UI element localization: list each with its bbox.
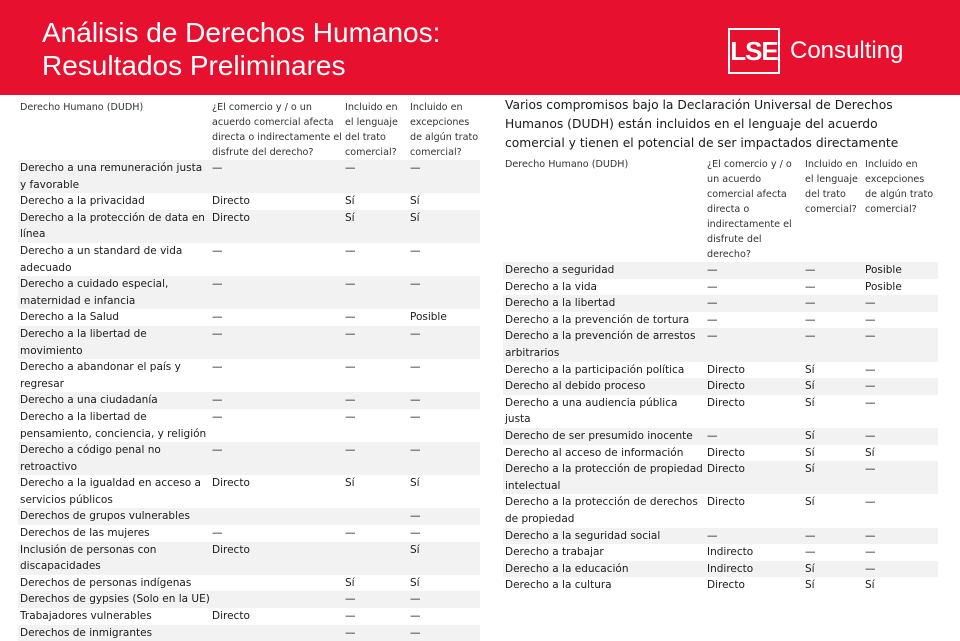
cell-affects: Directo <box>210 210 343 243</box>
lse-consulting-logo <box>728 28 903 74</box>
cell-right: Derecho a la cultura <box>503 577 705 594</box>
cell-included-exceptions: Posible <box>408 309 480 326</box>
table-row <box>503 561 938 578</box>
cell-included-exceptions: — <box>863 428 938 445</box>
cell-included-language: — <box>803 528 863 545</box>
cell-affects <box>210 575 343 592</box>
cell-included-language: — <box>343 392 408 409</box>
cell-affects: Directo <box>705 378 803 395</box>
right-table-body <box>503 262 938 594</box>
page-title-line-1: Análisis de Derechos Humanos: <box>42 17 441 48</box>
cell-included-language: Sí <box>803 561 863 578</box>
table-row <box>503 312 938 329</box>
cell-right: Derechos de las mujeres <box>18 525 210 542</box>
cell-included-language <box>343 542 408 575</box>
cell-right: Derecho a la libertad de movimiento <box>18 326 210 359</box>
cell-right: Derecho a la educación <box>503 561 705 578</box>
cell-affects: — <box>210 525 343 542</box>
cell-affects: — <box>705 328 803 361</box>
cell-right: Derecho a la protección de derechos de propiedad <box>503 494 705 527</box>
cell-right: Derecho a la privacidad <box>18 193 210 210</box>
page-title <box>42 16 440 82</box>
cell-right: Derecho a cuidado especial, maternidad e infancia <box>18 276 210 309</box>
table-row <box>503 494 938 527</box>
table-row <box>503 577 938 594</box>
cell-included-language: — <box>803 279 863 296</box>
column-header-included-exceptions: Incluido en excepciones de algún trato comercial? <box>865 159 934 215</box>
cell-included-exceptions: Sí <box>408 475 480 508</box>
logo-wordmark: Consulting <box>790 37 904 64</box>
table-row <box>18 475 480 508</box>
table-row <box>18 575 480 592</box>
cell-affects: — <box>705 262 803 279</box>
table-row <box>18 608 480 625</box>
cell-affects: Directo <box>210 608 343 625</box>
cell-included-exceptions: — <box>408 591 480 608</box>
cell-included-exceptions: — <box>863 328 938 361</box>
cell-included-exceptions: — <box>863 528 938 545</box>
cell-right: Derecho a la protección de propiedad intelectual <box>503 461 705 494</box>
cell-right: Derecho a la seguridad social <box>503 528 705 545</box>
cell-affects: Directo <box>210 193 343 210</box>
table-row <box>18 442 480 475</box>
table-row <box>503 295 938 312</box>
column-header-affects: ¿El comercio y / o un acuerdo comercial afecta directa o indirectamente el disfrute del derecho? <box>707 159 792 260</box>
cell-affects: — <box>210 409 343 442</box>
cell-included-language: — <box>803 295 863 312</box>
cell-included-exceptions: Sí <box>863 577 938 594</box>
cell-included-exceptions: Sí <box>408 193 480 210</box>
table-row <box>503 262 938 279</box>
cell-affects: Directo <box>705 445 803 462</box>
cell-right: Derecho a trabajar <box>503 544 705 561</box>
cell-included-exceptions: Sí <box>863 445 938 462</box>
cell-included-language: Sí <box>803 577 863 594</box>
table-row <box>18 276 480 309</box>
table-row <box>18 243 480 276</box>
table-row <box>18 193 480 210</box>
cell-included-language: Sí <box>343 475 408 508</box>
cell-included-language: — <box>343 625 408 641</box>
cell-included-language: — <box>343 243 408 276</box>
table-row <box>18 359 480 392</box>
cell-included-language: — <box>343 442 408 475</box>
cell-included-language <box>343 508 408 525</box>
cell-included-exceptions: — <box>863 395 938 428</box>
cell-included-language: Sí <box>343 575 408 592</box>
cell-right: Derecho al debido proceso <box>503 378 705 395</box>
cell-affects: — <box>210 309 343 326</box>
cell-right: Derecho a código penal no retroactivo <box>18 442 210 475</box>
cell-included-language: — <box>343 359 408 392</box>
column-header-right: Derecho Humano (DUDH) <box>20 102 144 113</box>
cell-right: Derecho a la Salud <box>18 309 210 326</box>
cell-included-language: — <box>803 328 863 361</box>
cell-affects <box>210 508 343 525</box>
cell-right: Derecho a una ciudadanía <box>18 392 210 409</box>
table-row <box>18 309 480 326</box>
cell-included-exceptions: — <box>408 442 480 475</box>
cell-affects: — <box>210 326 343 359</box>
cell-affects: — <box>210 243 343 276</box>
cell-included-language: — <box>343 608 408 625</box>
cell-affects: Directo <box>705 461 803 494</box>
cell-included-exceptions: — <box>408 243 480 276</box>
cell-included-exceptions: — <box>863 544 938 561</box>
cell-right: Derecho a la libertad de pensamiento, conciencia, y religión <box>18 409 210 442</box>
cell-right: Derecho de ser presumido inocente <box>503 428 705 445</box>
cell-included-language: — <box>803 312 863 329</box>
table-row <box>18 210 480 243</box>
table-row <box>503 528 938 545</box>
cell-included-language: Sí <box>803 362 863 379</box>
intro-text: Varios compromisos bajo la Declaración Universal de Derechos Humanos (DUDH) están incluidos en el lenguaje del acuerdo comercial y tienen el potencial de ser impactados directamente <box>505 98 899 150</box>
right-rights-table <box>503 157 938 594</box>
cell-included-language: Sí <box>803 445 863 462</box>
cell-right: Derecho a una remuneración justa y favorable <box>18 160 210 193</box>
cell-right: Derecho a un standard de vida adecuado <box>18 243 210 276</box>
cell-included-exceptions: — <box>863 378 938 395</box>
cell-included-exceptions: — <box>408 160 480 193</box>
cell-affects: — <box>210 392 343 409</box>
cell-affects: — <box>705 428 803 445</box>
cell-affects: Directo <box>210 542 343 575</box>
cell-right: Derechos de gypsies (Solo en la UE) <box>18 591 210 608</box>
table-header-row <box>503 157 938 262</box>
cell-included-exceptions: Sí <box>408 210 480 243</box>
cell-right: Derechos de personas indígenas <box>18 575 210 592</box>
cell-affects: Directo <box>210 475 343 508</box>
cell-included-language: Sí <box>803 461 863 494</box>
cell-right: Derecho a la libertad <box>503 295 705 312</box>
column-header-affects: ¿El comercio y / o un acuerdo comercial afecta directa o indirectamente el disfrute del derecho? <box>212 102 342 158</box>
table-row <box>503 428 938 445</box>
table-row <box>503 328 938 361</box>
cell-affects: — <box>210 442 343 475</box>
cell-affects: — <box>210 276 343 309</box>
page-title-line-2: Resultados Preliminares <box>42 50 346 81</box>
table-row <box>18 542 480 575</box>
cell-affects: — <box>210 359 343 392</box>
cell-included-language: — <box>343 591 408 608</box>
table-row <box>503 378 938 395</box>
cell-right: Derecho a la prevención de arrestos arbitrarios <box>503 328 705 361</box>
cell-included-exceptions: — <box>408 392 480 409</box>
cell-right: Derecho a la participación política <box>503 362 705 379</box>
cell-included-language: — <box>343 409 408 442</box>
cell-affects <box>210 591 343 608</box>
cell-affects: Directo <box>705 494 803 527</box>
cell-affects: — <box>705 312 803 329</box>
table-row <box>18 326 480 359</box>
table-row <box>18 525 480 542</box>
cell-affects: Indirecto <box>705 544 803 561</box>
table-row <box>503 445 938 462</box>
cell-included-exceptions: — <box>863 461 938 494</box>
cell-included-exceptions: — <box>408 276 480 309</box>
cell-right: Derechos de inmigrantes <box>18 625 210 641</box>
cell-included-exceptions: — <box>408 409 480 442</box>
cell-included-language: Sí <box>343 193 408 210</box>
cell-included-exceptions: — <box>863 312 938 329</box>
cell-right: Derecho a abandonar el país y regresar <box>18 359 210 392</box>
cell-included-language: Sí <box>803 494 863 527</box>
cell-affects: — <box>210 160 343 193</box>
cell-included-language: — <box>803 544 863 561</box>
cell-included-language: — <box>803 262 863 279</box>
cell-affects: Directo <box>705 577 803 594</box>
cell-right: Derecho a una audiencia pública justa <box>503 395 705 428</box>
cell-included-language: — <box>343 160 408 193</box>
cell-right: Derecho a la protección de data en línea <box>18 210 210 243</box>
column-header-included-language: Incluido en el lenguaje del trato comercial? <box>345 102 398 158</box>
cell-included-language: Sí <box>803 428 863 445</box>
cell-right: Derecho a la igualdad en acceso a servicios públicos <box>18 475 210 508</box>
cell-right: Derechos de grupos vulnerables <box>18 508 210 525</box>
cell-included-exceptions: Sí <box>408 575 480 592</box>
cell-affects: — <box>705 295 803 312</box>
cell-included-exceptions: — <box>863 362 938 379</box>
cell-included-exceptions: Sí <box>408 542 480 575</box>
cell-affects: Indirecto <box>705 561 803 578</box>
cell-included-exceptions: — <box>863 494 938 527</box>
left-rights-table <box>18 100 480 641</box>
cell-affects: — <box>705 279 803 296</box>
cell-affects: — <box>705 528 803 545</box>
cell-right: Derecho a seguridad <box>503 262 705 279</box>
cell-affects: Directo <box>705 395 803 428</box>
cell-included-language: — <box>343 309 408 326</box>
cell-right: Trabajadores vulnerables <box>18 608 210 625</box>
table-row <box>18 508 480 525</box>
table-row <box>18 591 480 608</box>
cell-included-exceptions: — <box>408 359 480 392</box>
cell-affects <box>210 625 343 641</box>
table-row <box>18 625 480 641</box>
logo-mark: LSE <box>728 28 780 74</box>
cell-included-language: — <box>343 525 408 542</box>
cell-included-exceptions: Posible <box>863 262 938 279</box>
cell-included-exceptions: — <box>408 326 480 359</box>
table-row <box>18 392 480 409</box>
cell-included-language: Sí <box>803 395 863 428</box>
cell-affects: Directo <box>705 362 803 379</box>
table-row <box>503 362 938 379</box>
cell-included-exceptions: — <box>863 295 938 312</box>
table-row <box>503 395 938 428</box>
cell-included-language: — <box>343 276 408 309</box>
cell-included-exceptions: — <box>408 508 480 525</box>
cell-right: Derecho a la vida <box>503 279 705 296</box>
column-header-right: Derecho Humano (DUDH) <box>505 159 629 170</box>
table-row <box>18 160 480 193</box>
column-header-included-exceptions: Incluido en excepciones de algún trato comercial? <box>410 102 479 158</box>
cell-included-exceptions: — <box>408 625 480 641</box>
column-header-included-language: Incluido en el lenguaje del trato comercial? <box>805 159 858 215</box>
table-row <box>503 461 938 494</box>
title-banner <box>0 0 960 95</box>
cell-included-exceptions: — <box>408 608 480 625</box>
cell-right: Derecho al acceso de información <box>503 445 705 462</box>
cell-right: Inclusión de personas con discapacidades <box>18 542 210 575</box>
table-row <box>503 279 938 296</box>
cell-included-exceptions: — <box>863 561 938 578</box>
table-row <box>503 544 938 561</box>
table-row <box>18 409 480 442</box>
cell-included-language: Sí <box>343 210 408 243</box>
table-header-row <box>18 100 480 160</box>
cell-included-language: Sí <box>803 378 863 395</box>
cell-included-exceptions: — <box>408 525 480 542</box>
cell-included-language: — <box>343 326 408 359</box>
cell-included-exceptions: Posible <box>863 279 938 296</box>
left-table-body <box>18 160 480 641</box>
cell-right: Derecho a la prevención de tortura <box>503 312 705 329</box>
